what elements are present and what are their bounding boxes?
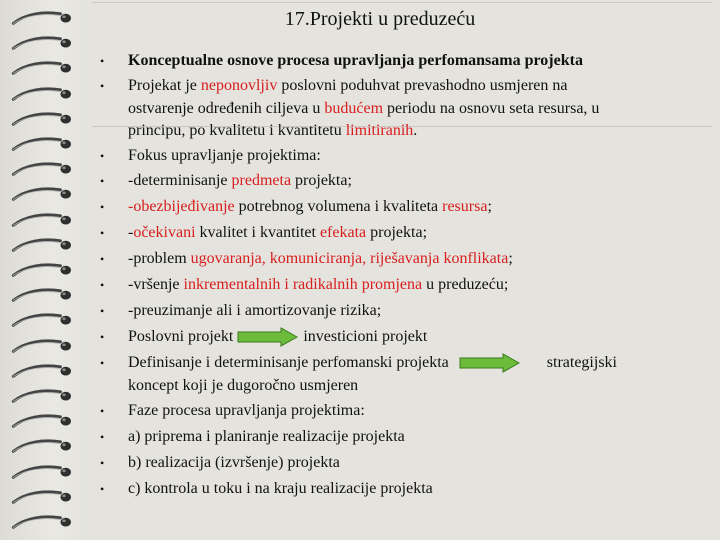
text-segment: Definisanje i determinisanje perfomanski projekta	[128, 354, 449, 371]
ring-icon	[8, 361, 78, 383]
bullet-icon: •	[100, 226, 105, 240]
text-segment: kvalitet i kvantitet	[195, 224, 320, 241]
bullet-icon: •	[100, 482, 105, 496]
text-segment: b) realizacija (izvršenje) projekta	[128, 454, 340, 471]
right-arrow-icon	[237, 327, 299, 347]
bullet-icon: •	[100, 330, 105, 344]
highlight-text: limitiranih	[345, 122, 414, 139]
text-segment: koncept koji je dugoročno usmjeren	[128, 376, 359, 394]
highlight-text: resursa	[442, 198, 488, 215]
highlight-text: budućem	[324, 99, 384, 117]
text-segment: -problem	[128, 250, 191, 267]
text-segment: Projekat je	[128, 77, 201, 94]
page-title: 17.Projekti u preduzeću	[284, 8, 476, 30]
text-segment: Faze procesa upravljanja projektima:	[128, 402, 365, 419]
item-text	[128, 248, 673, 271]
ring-icon	[8, 33, 78, 55]
item-text	[128, 75, 673, 143]
item-text	[128, 274, 673, 297]
item-text	[128, 478, 673, 501]
item-text	[128, 400, 673, 423]
bullet-icon: •	[100, 252, 105, 266]
item-text	[128, 300, 673, 323]
text-segment: -	[128, 224, 134, 241]
bullet-icon: •	[100, 304, 105, 318]
text-segment: Fokus upravljanje projektima:	[128, 147, 321, 164]
text-segment: investicioni projekt	[303, 328, 428, 345]
ring-icon	[8, 260, 78, 282]
ring-icon	[8, 512, 78, 534]
text-segment: -preuzimanje ali i amortizovanje rizika;	[128, 302, 382, 319]
highlight-text: efekata	[319, 224, 367, 241]
ring-icon	[8, 159, 78, 181]
item-text	[128, 326, 673, 349]
bullet-icon: •	[100, 149, 105, 163]
highlight-text: inkrementalnih i radikalnih promjena	[183, 276, 423, 293]
bullet-icon: •	[100, 278, 105, 292]
highlight-text: -obezbijeđivanje	[128, 198, 235, 215]
text-segment: c) kontrola u toku i na kraju realizacije projekta	[128, 480, 433, 497]
highlight-text: očekivani	[133, 224, 196, 241]
ring-icon	[8, 109, 78, 131]
text-segment: Poslovni projekt	[128, 328, 234, 345]
ring-icon	[8, 310, 78, 332]
bullet-icon: •	[100, 174, 105, 188]
text-segment: Konceptualne osnove procesa upravljanja perfomansama projekta	[128, 52, 583, 69]
bullet-icon: •	[100, 200, 105, 214]
bullet-icon: •	[100, 430, 105, 444]
text-segment: periodu na osnovu seta resursa, u	[383, 99, 600, 117]
text-segment: a) priprema i planiranje realizacije projekta	[128, 428, 405, 445]
item-text	[128, 426, 673, 449]
ring-icon	[8, 336, 78, 358]
ring-icon	[8, 462, 78, 484]
text-segment: u preduzeću;	[422, 276, 509, 293]
text-segment: poslovni poduhvat prevashodno usmjeren na	[277, 77, 568, 94]
text-segment: .	[413, 122, 418, 139]
highlight-text: neponovljiv	[200, 77, 278, 94]
text-segment: ostvarenje određenih ciljeva u	[128, 99, 325, 117]
ring-icon	[8, 210, 78, 232]
bullet-icon: •	[100, 54, 105, 68]
item-text	[128, 452, 673, 475]
item-text	[128, 170, 673, 193]
highlight-text: ugovaranja, komuniciranja, riješavanja konflikata	[190, 250, 509, 267]
ring-icon	[8, 134, 78, 156]
text-segment: principu, po kvalitetu i kvantitetu	[128, 122, 346, 139]
highlight-text: predmeta	[231, 172, 292, 189]
bullet-icon: •	[100, 404, 105, 418]
ruled-line	[92, 2, 712, 3]
bullet-icon: •	[100, 456, 105, 470]
item-text	[128, 196, 673, 219]
text-segment: -vršenje	[128, 276, 184, 293]
item-text	[128, 50, 673, 73]
ring-icon	[8, 436, 78, 458]
ring-icon	[8, 285, 78, 307]
text-segment: potrebnog volumena i kvaliteta	[234, 198, 443, 215]
bullet-icon: •	[100, 356, 105, 370]
item-text	[128, 352, 673, 397]
ring-icon	[8, 58, 78, 80]
ring-icon	[8, 386, 78, 408]
ring-icon	[8, 411, 78, 433]
ring-icon	[8, 235, 78, 257]
ring-icon	[8, 487, 78, 509]
text-segment: strategijski	[546, 354, 617, 371]
item-text	[128, 222, 673, 245]
text-segment: projekta;	[291, 172, 352, 189]
item-text	[128, 145, 673, 168]
ring-icon	[8, 84, 78, 106]
text-segment: ;	[487, 198, 492, 215]
ring-icon	[8, 184, 78, 206]
text-segment: ;	[508, 250, 513, 267]
bullet-icon: •	[100, 79, 105, 93]
right-arrow-icon	[459, 353, 521, 373]
text-segment: projekta;	[366, 224, 428, 241]
text-segment: -determinisanje	[128, 172, 232, 189]
